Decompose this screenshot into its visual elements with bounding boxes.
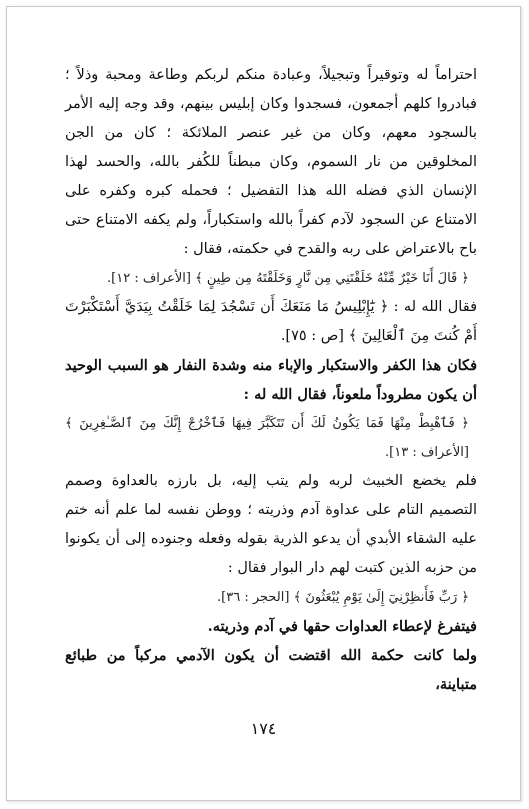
paragraph: فيتفرغ لإعطاء العداوات حقها في آدم وذريته. xyxy=(207,618,477,635)
paragraph: احتراماً له وتوقيراً وتبجيلاً، وعبادة منكم لربكم وطاعة ومحبة وذلاً ؛ فبادروا كلهم أجمعون، فسجدوا وكان إبليس بينهم، وقد وجه إليه الأمر بالسجود معهم، وكان من غير عنصر الملائكة ؛ كان من الجن المخلوقين من نار السموم، وكان مبطناً للكُفر بالله، والحسد لهذا الإنسان الذي فضله الله هذا التفضيل ؛ فحمله كبره وكفره على الامتناع عن السجود لآدم كفراً بالله واستكباراً، ولم يكفه الامتناع حتى باح بالاعتراض على ربه والقدح في حكمته، فقال : xyxy=(65,67,477,257)
quran-verse: ﴿ قَالَ أَنَا خَيْرٌ مِّنْهُ خَلَقْتَنِي مِن نَّارٍ وَخَلَقْتَهُ مِن طِينٍ ﴾ [الأعراف : ١٢]. xyxy=(107,271,469,286)
quran-verse: ﴿ رَبِّ فَأَنظِرْنِيٓ إِلَىٰ يَوْمِ يُبْعَثُونَ ﴾ [الحجر : ٣٦]. xyxy=(217,590,469,605)
paragraph: فكان هذا الكفر والاستكبار والإباء منه وشدة النفار هو السبب الوحيد أن يكون مطروداً ملعوناً، فقال الله له : xyxy=(65,357,477,403)
quran-verse: ﴿ فَٱهْبِطْ مِنْهَا فَمَا يَكُونُ لَكَ أَن تَتَكَبَّرَ فِيهَا فَٱخْرُجْ إِنَّكَ مِنَ ٱلصَّـٰغِرِينَ ﴾ [الأعراف : ١٣]. xyxy=(65,416,469,460)
paragraph: ولما كانت حكمة الله اقتضت أن يكون الآدمي مركباً من طبائع متباينة، xyxy=(65,647,477,693)
page-number: ١٧٤ xyxy=(250,719,277,738)
page-body xyxy=(65,61,477,699)
paragraph: فقال الله له : ﴿ يَٰٓإِبْلِيسُ مَا مَنَعَكَ أَن تَسْجُدَ لِمَا خَلَقْتُ بِيَدَيَّ أَسْتَكْبَرْتَ أَمْ كُنتَ مِنَ ٱلْعَالِينَ ﴾ [ص : ٧٥]. xyxy=(65,299,477,344)
book-page xyxy=(6,6,521,801)
paragraph: فلم يخضع الخبيث لربه ولم يتب إليه، بل بارزه بالعداوة وصمم التصميم التام على عداوة آدم وذريته ؛ ووطن نفسه لما علم أنه ختم عليه الشقاء الأبدي أن يدعو الذرية بقوله وفعله وجنوده إلى أن يكونوا من حزبه الذين كتبت لهم دار البوار فقال : xyxy=(65,473,477,576)
